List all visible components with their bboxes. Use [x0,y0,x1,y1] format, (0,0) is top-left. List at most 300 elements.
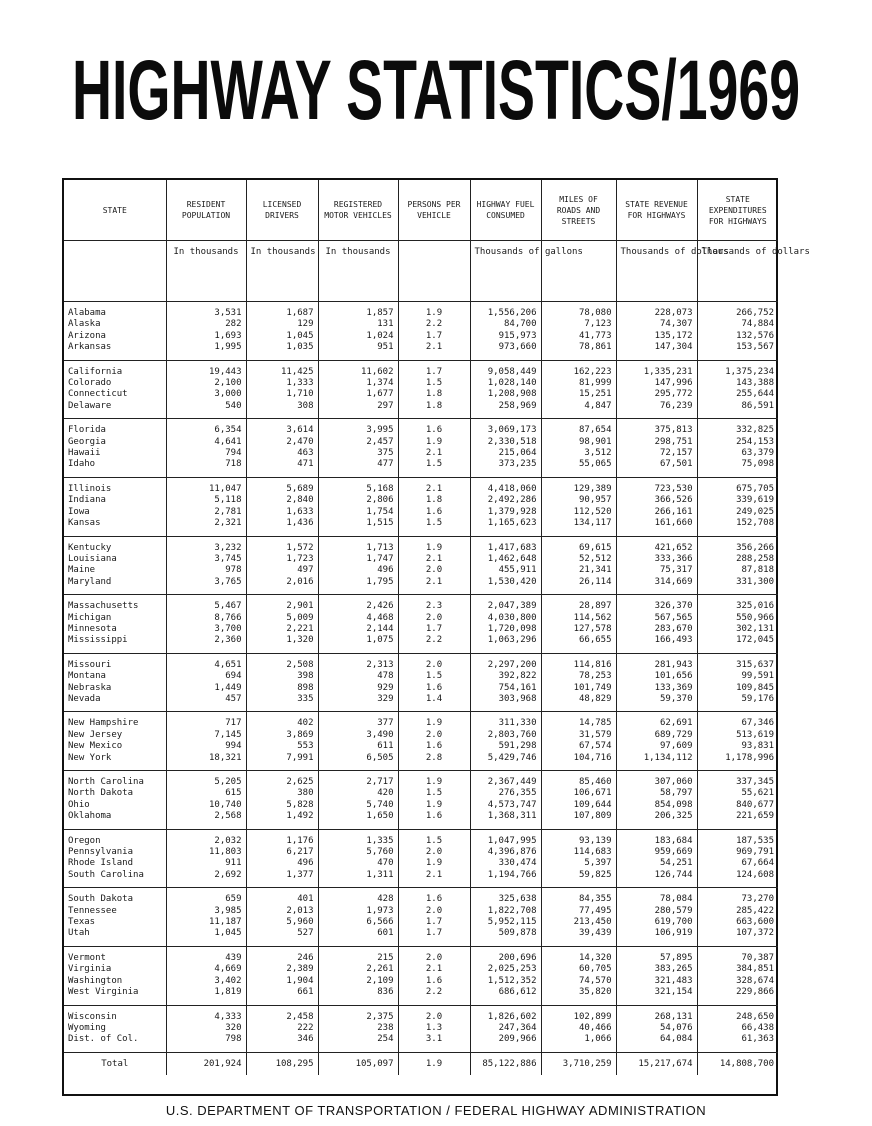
road-miles-cell: 81,999 [541,378,616,389]
table-row [64,595,778,613]
vehicles-cell: 1,795 [318,577,398,595]
persons-per-vehicle-cell: 2.1 [398,870,470,888]
revenue-cell: 72,157 [616,448,697,459]
fuel-consumed-cell: 1,556,206 [470,302,541,320]
expenditures-cell: 331,300 [697,577,778,595]
drivers-cell: 346 [246,1034,318,1052]
state-name-cell: Idaho [68,459,96,470]
table-row [64,870,778,888]
table-row [64,495,778,506]
persons-per-vehicle-cell: 1.6 [398,811,470,829]
statistics-table [64,180,810,1075]
fuel-consumed-cell: 1,512,352 [470,976,541,987]
table-row [64,419,778,437]
road-miles-cell: 93,139 [541,829,616,847]
state-name-cell: Michigan [68,612,112,623]
road-miles-cell: 134,117 [541,518,616,536]
fuel-consumed-cell: 303,968 [470,694,541,712]
expenditures-cell: 1,375,234 [697,360,778,378]
persons-per-vehicle-cell: 2.2 [398,319,470,330]
revenue-cell: 106,919 [616,928,697,946]
population-cell: 10,740 [166,800,246,811]
revenue-cell: 57,895 [616,946,697,964]
revenue-cell: 307,060 [616,771,697,789]
persons-per-vehicle-cell: 1.5 [398,459,470,477]
total-expenditures-cell: 14,808,700 [697,1052,778,1075]
revenue-cell: 1,335,231 [616,360,697,378]
vehicles-cell: 951 [318,342,398,360]
vehicles-cell: 2,261 [318,964,398,975]
road-miles-cell: 85,460 [541,771,616,789]
revenue-cell: 101,656 [616,671,697,682]
road-miles-cell: 98,901 [541,437,616,448]
vehicles-cell: 1,713 [318,536,398,554]
drivers-cell: 898 [246,683,318,694]
table-row [64,906,778,917]
state-name-cell: South Carolina [68,869,144,880]
road-miles-cell: 48,829 [541,694,616,712]
fuel-consumed-cell: 973,660 [470,342,541,360]
population-cell: 2,781 [166,507,246,518]
state-name-cell: Ohio [68,799,90,810]
persons-per-vehicle-cell: 1.4 [398,694,470,712]
drivers-cell: 5,828 [246,800,318,811]
fuel-consumed-cell: 276,355 [470,788,541,799]
vehicles-cell: 329 [318,694,398,712]
state-name-cell: Iowa [68,506,90,517]
fuel-consumed-cell: 2,297,200 [470,653,541,671]
state-name-cell: Utah [68,928,90,939]
state-name-cell: Kentucky [64,536,166,554]
revenue-cell: 59,370 [616,694,697,712]
header-row [64,180,778,241]
state-name-cell: Arkansas [68,342,112,353]
road-miles-cell: 1,066 [541,1034,616,1052]
revenue-cell: 64,084 [616,1034,697,1052]
population-cell: 7,145 [166,730,246,741]
fuel-consumed-cell: 1,194,766 [470,870,541,888]
population-cell: 11,187 [166,917,246,928]
state-name-cell: Massachusetts [64,595,166,613]
drivers-cell: 2,901 [246,595,318,613]
vehicles-cell: 420 [318,788,398,799]
fuel-consumed-cell: 1,368,311 [470,811,541,829]
expenditures-cell: 172,045 [697,635,778,653]
population-cell: 320 [166,1023,246,1034]
state-name-cell: West Virginia [68,987,139,998]
expenditures-cell: 315,637 [697,653,778,671]
table-row [64,302,778,320]
persons-per-vehicle-cell: 1.7 [398,928,470,946]
drivers-cell: 1,723 [246,554,318,565]
drivers-cell: 2,221 [246,624,318,635]
population-cell: 11,803 [166,847,246,858]
vehicles-cell: 5,168 [318,477,398,495]
expenditures-cell: 840,677 [697,800,778,811]
expenditures-cell: 153,567 [697,342,778,360]
road-miles-cell: 69,615 [541,536,616,554]
population-cell: 4,669 [166,964,246,975]
road-miles-cell: 31,579 [541,730,616,741]
expenditures-cell: 288,258 [697,554,778,565]
state-name-cell: Georgia [68,436,106,447]
expenditures-cell: 675,705 [697,477,778,495]
road-miles-cell: 84,355 [541,888,616,906]
drivers-cell: 527 [246,928,318,946]
table-row [64,976,778,987]
population-cell: 994 [166,741,246,752]
road-miles-cell: 78,253 [541,671,616,682]
vehicles-cell: 1,515 [318,518,398,536]
fuel-consumed-cell: 200,696 [470,946,541,964]
drivers-cell: 1,904 [246,976,318,987]
units-vehicles: In thousands [318,241,398,302]
persons-per-vehicle-cell: 1.9 [398,536,470,554]
road-miles-cell: 78,861 [541,342,616,360]
revenue-cell: 147,996 [616,378,697,389]
vehicles-cell: 929 [318,683,398,694]
population-cell: 3,000 [166,389,246,400]
table-row [64,788,778,799]
drivers-cell: 2,625 [246,771,318,789]
road-miles-cell: 5,397 [541,858,616,869]
revenue-cell: 133,369 [616,683,697,694]
drivers-cell: 3,869 [246,730,318,741]
fuel-consumed-cell: 1,028,140 [470,378,541,389]
persons-per-vehicle-cell: 1.6 [398,888,470,906]
persons-per-vehicle-cell: 2.8 [398,753,470,771]
revenue-cell: 723,530 [616,477,697,495]
col-header-revenue: STATE REVENUE FOR HIGHWAYS [616,180,697,241]
vehicles-cell: 1,677 [318,389,398,400]
state-name-cell: Virginia [68,964,112,975]
vehicles-cell: 836 [318,987,398,1005]
fuel-consumed-cell: 509,878 [470,928,541,946]
road-miles-cell: 7,123 [541,319,616,330]
fuel-consumed-cell: 1,165,623 [470,518,541,536]
fuel-consumed-cell: 5,429,746 [470,753,541,771]
expenditures-cell: 143,388 [697,378,778,389]
persons-per-vehicle-cell: 2.1 [398,342,470,360]
population-cell: 1,693 [166,331,246,342]
persons-per-vehicle-cell: 1.9 [398,858,470,869]
vehicles-cell: 2,457 [318,437,398,448]
table-row [64,917,778,928]
revenue-cell: 135,172 [616,331,697,342]
road-miles-cell: 129,389 [541,477,616,495]
drivers-cell: 3,614 [246,419,318,437]
state-name-cell: Texas [68,917,96,928]
fuel-consumed-cell: 2,330,518 [470,437,541,448]
population-cell: 282 [166,319,246,330]
revenue-cell: 281,943 [616,653,697,671]
road-miles-cell: 14,320 [541,946,616,964]
state-name-cell: Pennsylvania [68,847,134,858]
col-header-population: RESIDENT POPULATION [166,180,246,241]
drivers-cell: 380 [246,788,318,799]
road-miles-cell: 55,065 [541,459,616,477]
population-cell: 718 [166,459,246,477]
state-name-cell: Vermont [64,946,166,964]
vehicles-cell: 254 [318,1034,398,1052]
persons-per-vehicle-cell: 2.1 [398,477,470,495]
expenditures-cell: 248,650 [697,1005,778,1023]
revenue-cell: 567,565 [616,613,697,624]
fuel-consumed-cell: 2,025,253 [470,964,541,975]
population-cell: 2,360 [166,635,246,653]
vehicles-cell: 377 [318,712,398,730]
road-miles-cell: 39,439 [541,928,616,946]
population-cell: 457 [166,694,246,712]
persons-per-vehicle-cell: 2.1 [398,554,470,565]
units-population: In thousands [166,241,246,302]
expenditures-cell: 384,851 [697,964,778,975]
revenue-cell: 854,098 [616,800,697,811]
population-cell: 717 [166,712,246,730]
road-miles-cell: 14,785 [541,712,616,730]
table-row [64,730,778,741]
table-row [64,518,778,536]
vehicles-cell: 2,375 [318,1005,398,1023]
expenditures-cell: 152,708 [697,518,778,536]
expenditures-cell: 285,422 [697,906,778,917]
road-miles-cell: 102,899 [541,1005,616,1023]
table-row [64,554,778,565]
table-row [64,360,778,378]
drivers-cell: 2,840 [246,495,318,506]
fuel-consumed-cell: 1,379,928 [470,507,541,518]
persons-per-vehicle-cell: 1.5 [398,518,470,536]
persons-per-vehicle-cell: 1.9 [398,302,470,320]
persons-per-vehicle-cell: 1.6 [398,741,470,752]
col-header-vehicles: REGISTERED MOTOR VEHICLES [318,180,398,241]
road-miles-cell: 107,809 [541,811,616,829]
total-revenue-cell: 15,217,674 [616,1052,697,1075]
table-row [64,613,778,624]
persons-per-vehicle-cell: 1.8 [398,389,470,400]
population-cell: 978 [166,565,246,576]
persons-per-vehicle-cell: 1.6 [398,507,470,518]
expenditures-cell: 75,098 [697,459,778,477]
state-name-cell: Kansas [68,518,101,529]
population-cell: 439 [166,946,246,964]
fuel-consumed-cell: 392,822 [470,671,541,682]
expenditures-cell: 339,619 [697,495,778,506]
drivers-cell: 222 [246,1023,318,1034]
road-miles-cell: 114,562 [541,613,616,624]
fuel-consumed-cell: 325,638 [470,888,541,906]
total-drivers-cell: 108,295 [246,1052,318,1075]
road-miles-cell: 35,820 [541,987,616,1005]
road-miles-cell: 87,654 [541,419,616,437]
drivers-cell: 1,572 [246,536,318,554]
table-row [64,800,778,811]
state-name-cell: Hawaii [68,448,101,459]
revenue-cell: 75,317 [616,565,697,576]
fuel-consumed-cell: 258,969 [470,401,541,419]
road-miles-cell: 26,114 [541,577,616,595]
road-miles-cell: 74,570 [541,976,616,987]
road-miles-cell: 127,578 [541,624,616,635]
fuel-consumed-cell: 1,417,683 [470,536,541,554]
revenue-cell: 206,325 [616,811,697,829]
table-row [64,1034,778,1052]
table-row [64,448,778,459]
table-row [64,378,778,389]
table-row [64,477,778,495]
drivers-cell: 1,492 [246,811,318,829]
road-miles-cell: 213,450 [541,917,616,928]
expenditures-cell: 337,345 [697,771,778,789]
persons-per-vehicle-cell: 2.1 [398,577,470,595]
drivers-cell: 1,045 [246,331,318,342]
population-cell: 3,531 [166,302,246,320]
vehicles-cell: 3,995 [318,419,398,437]
state-name-cell: North Carolina [64,771,166,789]
drivers-cell: 2,389 [246,964,318,975]
revenue-cell: 619,700 [616,917,697,928]
state-name-cell: Alaska [68,319,101,330]
road-miles-cell: 3,512 [541,448,616,459]
table-row [64,928,778,946]
persons-per-vehicle-cell: 2.0 [398,1005,470,1023]
vehicles-cell: 131 [318,319,398,330]
total-state-name-cell: Total [64,1052,166,1075]
table-row [64,401,778,419]
road-miles-cell: 106,671 [541,788,616,799]
table-row [64,331,778,342]
revenue-cell: 268,131 [616,1005,697,1023]
persons-per-vehicle-cell: 2.1 [398,448,470,459]
revenue-cell: 126,744 [616,870,697,888]
fuel-consumed-cell: 591,298 [470,741,541,752]
revenue-cell: 78,084 [616,888,697,906]
expenditures-cell: 221,659 [697,811,778,829]
total-row [64,1052,778,1075]
population-cell: 4,641 [166,437,246,448]
drivers-cell: 1,320 [246,635,318,653]
population-cell: 3,700 [166,624,246,635]
state-name-cell: North Dakota [68,788,134,799]
expenditures-cell: 302,131 [697,624,778,635]
state-name-cell: Nevada [68,693,101,704]
population-cell: 540 [166,401,246,419]
drivers-cell: 335 [246,694,318,712]
fuel-consumed-cell: 2,803,760 [470,730,541,741]
persons-per-vehicle-cell: 1.8 [398,401,470,419]
revenue-cell: 97,609 [616,741,697,752]
state-name-cell: Oklahoma [68,811,112,822]
population-cell: 2,568 [166,811,246,829]
vehicles-cell: 6,566 [318,917,398,928]
drivers-cell: 496 [246,858,318,869]
persons-per-vehicle-cell: 2.0 [398,613,470,624]
persons-per-vehicle-cell: 1.9 [398,437,470,448]
state-name-cell: Wisconsin [64,1005,166,1023]
persons-per-vehicle-cell: 2.2 [398,987,470,1005]
fuel-consumed-cell: 1,462,648 [470,554,541,565]
persons-per-vehicle-cell: 1.7 [398,917,470,928]
state-name-cell: New Jersey [68,729,123,740]
fuel-consumed-cell: 2,367,449 [470,771,541,789]
persons-per-vehicle-cell: 1.7 [398,624,470,635]
vehicles-cell: 1,374 [318,378,398,389]
revenue-cell: 283,670 [616,624,697,635]
table-row [64,683,778,694]
drivers-cell: 11,425 [246,360,318,378]
state-name-cell: Minnesota [68,623,117,634]
fuel-consumed-cell: 209,966 [470,1034,541,1052]
population-cell: 3,985 [166,906,246,917]
state-name-cell: Rhode Island [68,858,134,869]
drivers-cell: 661 [246,987,318,1005]
fuel-consumed-cell: 5,952,115 [470,917,541,928]
population-cell: 659 [166,888,246,906]
fuel-consumed-cell: 4,418,060 [470,477,541,495]
population-cell: 18,321 [166,753,246,771]
population-cell: 3,402 [166,976,246,987]
table-row [64,946,778,964]
persons-per-vehicle-cell: 1.5 [398,378,470,389]
expenditures-cell: 550,966 [697,613,778,624]
revenue-cell: 314,669 [616,577,697,595]
expenditures-cell: 187,535 [697,829,778,847]
table-row [64,389,778,400]
revenue-cell: 62,691 [616,712,697,730]
persons-per-vehicle-cell: 2.3 [398,595,470,613]
persons-per-vehicle-cell: 1.5 [398,671,470,682]
vehicles-cell: 2,144 [318,624,398,635]
drivers-cell: 1,176 [246,829,318,847]
total-population-cell: 201,924 [166,1052,246,1075]
table-row [64,437,778,448]
expenditures-cell: 55,621 [697,788,778,799]
persons-per-vehicle-cell: 2.0 [398,565,470,576]
fuel-consumed-cell: 1,530,420 [470,577,541,595]
fuel-consumed-cell: 330,474 [470,858,541,869]
vehicles-cell: 1,754 [318,507,398,518]
persons-per-vehicle-cell: 2.0 [398,946,470,964]
vehicles-cell: 1,747 [318,554,398,565]
road-miles-cell: 15,251 [541,389,616,400]
table-row [64,1005,778,1023]
vehicles-cell: 470 [318,858,398,869]
persons-per-vehicle-cell: 2.0 [398,906,470,917]
expenditures-cell: 74,884 [697,319,778,330]
population-cell: 5,205 [166,771,246,789]
state-name-cell: Florida [64,419,166,437]
road-miles-cell: 59,825 [541,870,616,888]
vehicles-cell: 1,335 [318,829,398,847]
revenue-cell: 228,073 [616,302,697,320]
population-cell: 11,047 [166,477,246,495]
fuel-consumed-cell: 3,069,173 [470,419,541,437]
footer-agency: U.S. DEPARTMENT OF TRANSPORTATION / FEDERAL HIGHWAY ADMINISTRATION [165,1103,707,1118]
drivers-cell: 129 [246,319,318,330]
population-cell: 8,766 [166,613,246,624]
fuel-consumed-cell: 4,030,800 [470,613,541,624]
drivers-cell: 2,470 [246,437,318,448]
revenue-cell: 161,660 [616,518,697,536]
vehicles-cell: 496 [318,565,398,576]
expenditures-cell: 70,387 [697,946,778,964]
state-name-cell: Maryland [68,576,112,587]
expenditures-cell: 663,600 [697,917,778,928]
population-cell: 911 [166,858,246,869]
total-road-miles-cell: 3,710,259 [541,1052,616,1075]
statistics-table-frame [62,178,810,1096]
expenditures-cell: 356,266 [697,536,778,554]
